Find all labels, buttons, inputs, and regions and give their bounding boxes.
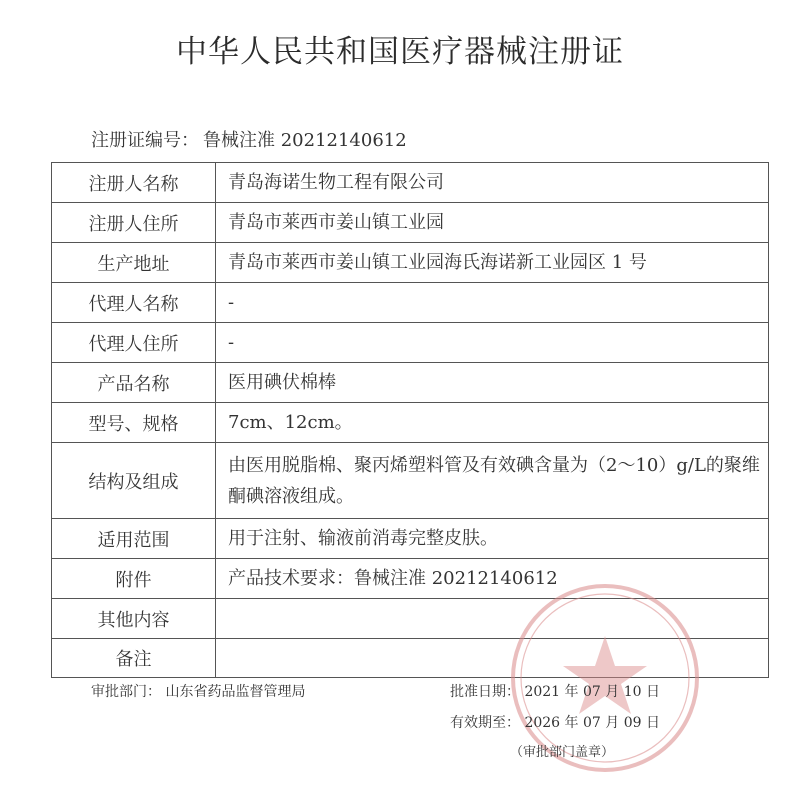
row-label: 代理人住所 <box>52 323 216 363</box>
table-row <box>52 203 769 243</box>
row-label: 其他内容 <box>52 599 216 639</box>
registration-number <box>91 126 407 152</box>
row-label: 生产地址 <box>52 243 216 283</box>
row-value: 由医用脱脂棉、聚丙烯塑料管及有效碘含量为（2～10）g/L的聚维酮碘溶液组成。 <box>216 443 769 519</box>
table-row <box>52 403 769 443</box>
row-label: 结构及组成 <box>52 443 216 519</box>
row-label: 附件 <box>52 559 216 599</box>
row-value: 青岛市莱西市姜山镇工业园海氏海诺新工业园区 1 号 <box>216 243 769 283</box>
row-value: 青岛市莱西市姜山镇工业园 <box>216 203 769 243</box>
table-row <box>52 443 769 519</box>
row-label: 型号、规格 <box>52 403 216 443</box>
table-row <box>52 519 769 559</box>
registration-number-value: 鲁械注准 20212140612 <box>203 130 407 151</box>
table-row <box>52 363 769 403</box>
row-label: 产品名称 <box>52 363 216 403</box>
registration-number-label: 注册证编号： <box>91 130 199 151</box>
row-value: 7cm、12cm。 <box>216 403 769 443</box>
row-label: 注册人住所 <box>52 203 216 243</box>
table-row <box>52 243 769 283</box>
row-label: 注册人名称 <box>52 163 216 203</box>
approval-date: 批准日期： 2021 年 07 月 10 日 <box>450 684 660 700</box>
seal-note: （审批部门盖章） <box>510 745 615 760</box>
document-title: 中华人民共和国医疗器械注册证 <box>176 34 624 70</box>
row-value: 用于注射、输液前消毒完整皮肤。 <box>216 519 769 559</box>
approval-department: 审批部门： 山东省药品监督管理局 <box>91 684 306 700</box>
table-row <box>52 163 769 203</box>
row-value: - <box>216 323 769 363</box>
table-row <box>52 283 769 323</box>
row-value: 医用碘伏棉棒 <box>216 363 769 403</box>
row-label: 代理人名称 <box>52 283 216 323</box>
table-row <box>52 323 769 363</box>
row-value: 青岛海诺生物工程有限公司 <box>216 163 769 203</box>
valid-until-date: 有效期至： 2026 年 07 月 09 日 <box>450 715 660 731</box>
row-value: - <box>216 283 769 323</box>
row-value: 产品技术要求：鲁械注准 20212140612 <box>216 559 769 599</box>
row-label: 适用范围 <box>52 519 216 559</box>
row-label: 备注 <box>52 639 216 678</box>
